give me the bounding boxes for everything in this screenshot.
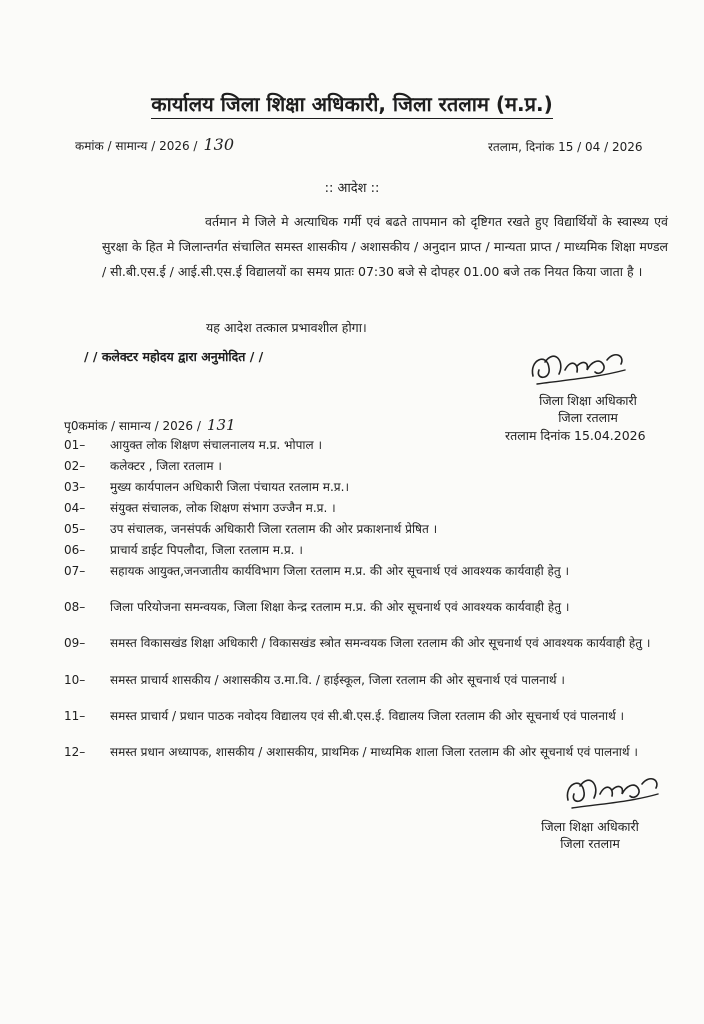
signatory-designation-1: जिला शिक्षा अधिकारी <box>539 393 637 408</box>
office-title-text: कार्यालय जिला शिक्षा अधिकारी, जिला रतलाम (म.प्र.) <box>151 92 552 119</box>
order-heading: :: आदेश :: <box>324 181 380 196</box>
signature-date-1: रतलाम दिनांक 15.04.2026 <box>505 428 646 443</box>
copy-reference-number <box>64 416 236 434</box>
order-effect-line: यह आदेश तत्काल प्रभावशील होगा। <box>206 320 367 335</box>
office-title <box>0 90 704 117</box>
signature-mark-1 <box>525 340 645 390</box>
signatory-designation-2: जिला शिक्षा अधिकारी <box>541 819 639 834</box>
issue-date: रतलाम, दिनांक 15 / 04 / 2026 <box>488 140 643 154</box>
signature-block-2 <box>500 818 680 852</box>
signatory-district-1: जिला रतलाम <box>558 410 618 425</box>
signatory-district-2: जिला रतलाम <box>560 836 620 851</box>
reference-number <box>75 135 234 154</box>
document-page: कार्यालय जिला शिक्षा अधिकारी, जिला रतलाम (म.प्र.) कमांक / सामान्य / 2026 / 130 रतलाम, दिनांक 15 / 04 / 2026 :: आदेश :: वर्तमान मे जिले मे अत्याधिक गर्मी एवं बढते तापमान को दृष्टिगत रखते हुए विद्यार्थियों के स्वास्थ्य एवं सुरक्षा के हित मे जिलान्तर्गत संचालित समस्त शासकीय / अशासकीय / अनुदान प्राप्त / मान्यता प्राप्त / माध्यमिक शिक्षा मण्डल / सी.बी.एस.ई / आई.सी.एस.ई विद्यालयों का समय प्रातः 07:30 बजे से दोपहर 01.00 बजे तक नियत किया जाता है । यह आदेश तत्काल प्रभावशील होगा। / / कलेक्टर महोदय द्वारा अनुमोदित / / जिला शिक्षा अधिकारी जिला रतलाम रतलाम दिनांक 15.04.2026 पृ0कमांक / सामान्य / 2026 / 131 01– आयुक्त लोक शिक्षण संचालनालय म.प्र. भोपाल । 02– कलेक्टर , जिला रतलाम । 03– मुख्य कार्यपालन अधिकारी जिला पंचायत रतलाम म.प्र.। 04– संयुक्त संचालक, लोक शिक्षण संभाग उज्जैन म.प्र. । 05– उप संचालक, जनसंपर्क अधिकारी जिला रतलाम की ओर प्रकाशनार्थ प्रेषित । 06– प्राचार्य डाईट पिपलौदा, जिला रतलाम म.प्र. । 07– सहायक आयुक्त,जनजातीय कार्यविभाग जिला रतलाम म.प्र. की ओर सूचनार्थ एवं आवश्यक कार्यवाही हेतु । 08– जिला परियोजना समन्वयक, जिला शिक्षा केन्द्र रतलाम म.प्र. की ओर सूचनार्थ एवं आवश्यक कार्यवाही हेतु । 09– समस्त विकासखंड शिक्षा अधिकारी / विकासखंड स्त्रोत समन्वयक जिला रतलाम की ओर सूचनार्थ एवं आवश्यक कार्यवाही हेतु । 10– समस्त प्राचार्य शासकीय / अशासकीय उ.मा.वि. / हाईस्कूल, जिला रतलाम की ओर सूचनार्थ एवं पालनार्थ । 11– समस्त प्राचार्य / प्रधान पाठक नवोदय विद्यालय एवं सी.बी.एस.ई. विद्यालय जिला रतलाम की ओर सूचनार्थ एवं पालनार्थ । 12– समस्त प्रधान अध्यापक, शासकीय / अशासकीय, प्राथमिक / माध्यमिक शाला जिला रतलाम की ओर सूचनार्थ एवं पालनार्थ । जिला शिक्षा अधिकारी जिला रतलाम <box>0 0 704 1024</box>
signature-mark-2 <box>560 766 670 814</box>
copy-reference-prefix: पृ0कमांक / सामान्य / 2026 / <box>64 419 201 433</box>
signature-block-1 <box>488 392 688 426</box>
handwritten-reference-number: 130 <box>203 135 235 154</box>
reference-prefix: कमांक / सामान्य / 2026 / <box>75 139 198 153</box>
handwritten-copy-reference-number: 131 <box>206 416 236 434</box>
order-body: वर्तमान मे जिले मे अत्याधिक गर्मी एवं बढते तापमान को दृष्टिगत रखते हुए विद्यार्थियों के स्वास्थ्य एवं सुरक्षा के हित मे जिलान्तर्गत संचालित समस्त शासकीय / अशासकीय / अनुदान प्राप्त / मान्यता प्राप्त / माध्यमिक शिक्षा मण्डल / सी.बी.एस.ई / आई.सी.एस.ई विद्यालयों का समय प्रातः 07:30 बजे से दोपहर 01.00 बजे तक नियत किया जाता है । <box>102 214 668 279</box>
collector-approval-line: / / कलेक्टर महोदय द्वारा अनुमोदित / / <box>84 349 264 364</box>
